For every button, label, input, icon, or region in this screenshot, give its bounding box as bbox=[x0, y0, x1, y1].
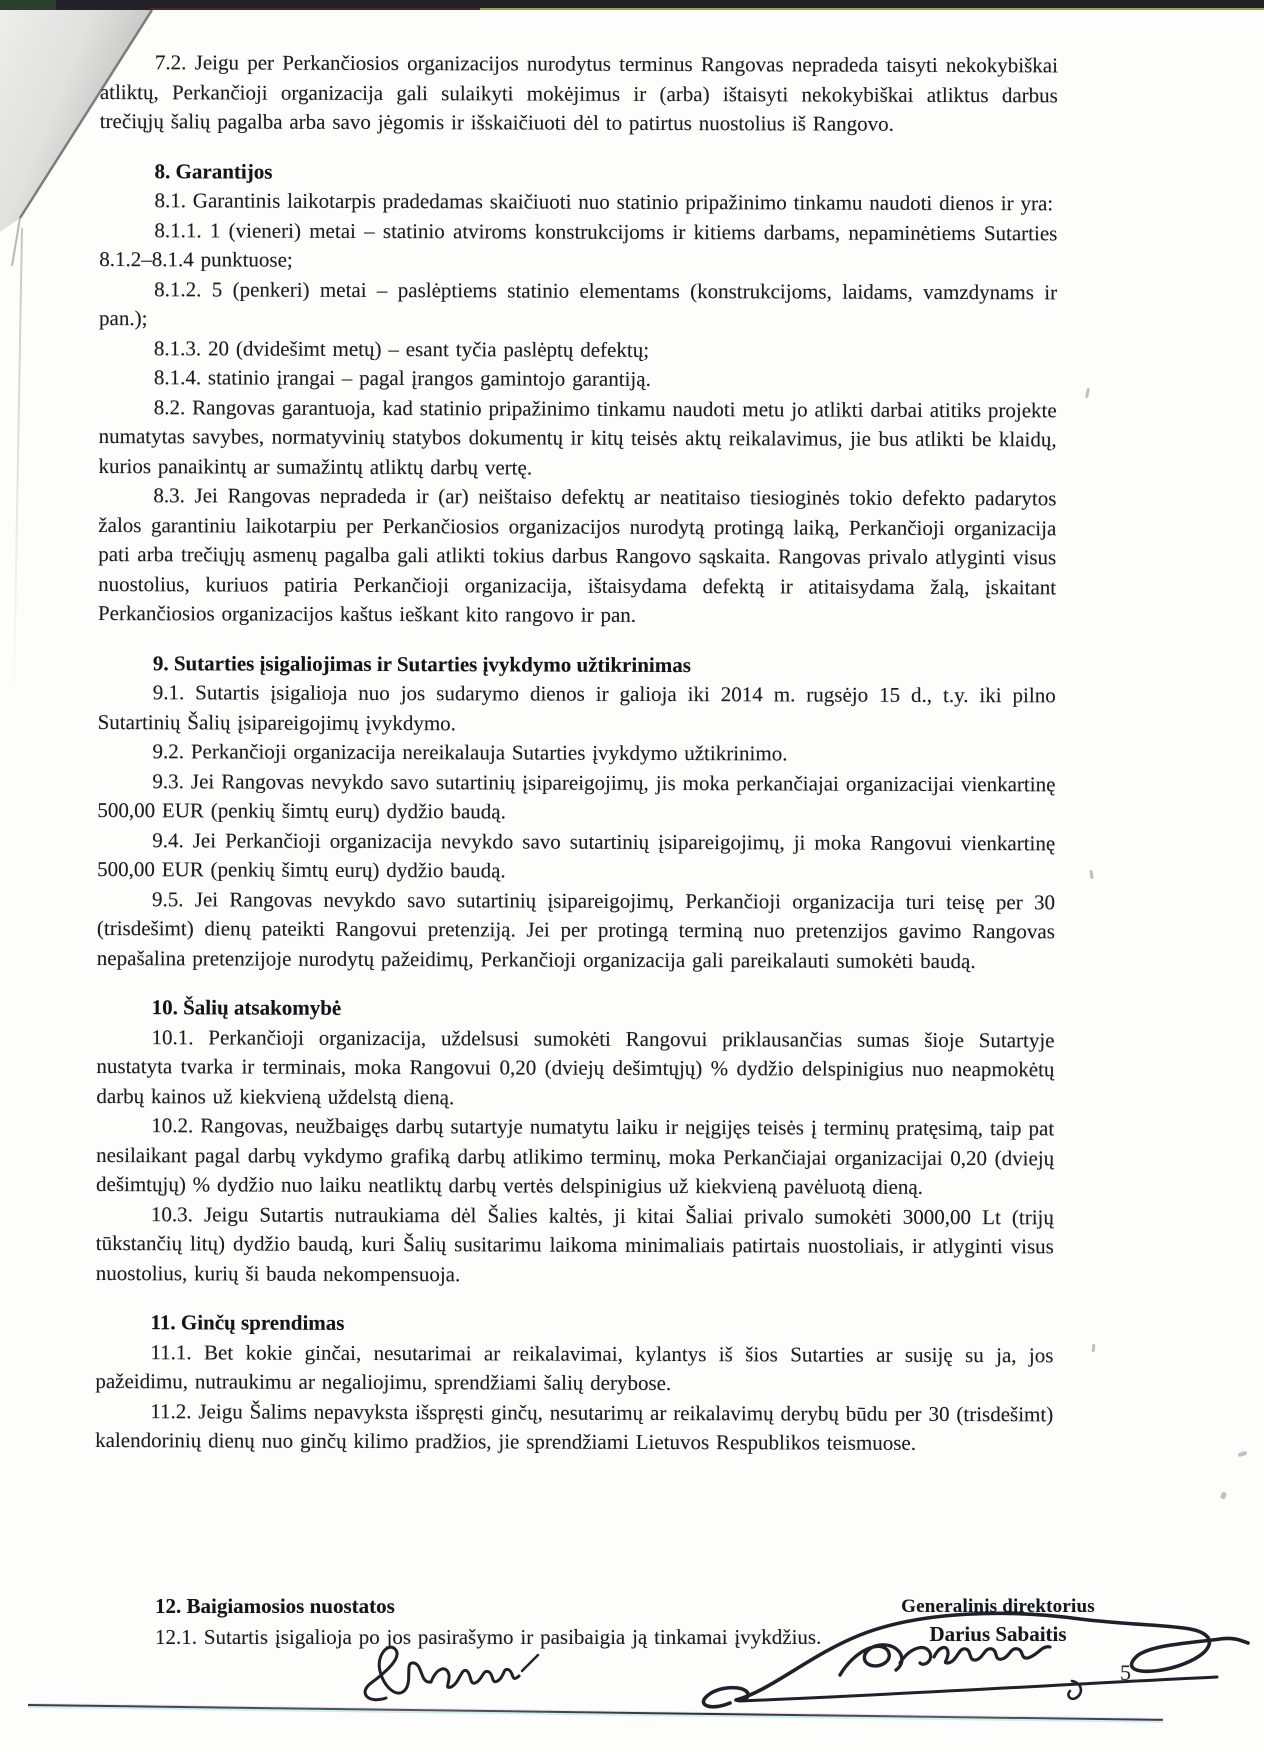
scan-speck bbox=[1238, 1451, 1248, 1458]
clause-8-1-1: 8.1.1. 1 (vieneri) metai – statinio atviroms konstrukcijoms ir kitiems darbams, nepaminėtiems Sutarties 8.1.2–8.1.4 punktuose; bbox=[99, 217, 1058, 272]
signatory-title: Generalinis direktorius bbox=[901, 1596, 1095, 1617]
scan-speck bbox=[1092, 1344, 1096, 1352]
clause-9-4: 9.4. Jei Perkančioji organizacija nevykdo savo sutartinių įsipareigojimų, ji moka Rangovui vienkartinę 500,00 EUR (penkių šimtų eurų) dydžio baudą. bbox=[97, 827, 1056, 883]
clause-9-1: 9.1. Sutartis įsigalioja nuo jos sudarymo dienos ir galioja iki 2014 m. rugsėjo 15 d., t.y. iki pilno Sutartinių Šalių įsipareigojimų įvykdymo. bbox=[97, 680, 1056, 735]
contract-body bbox=[95, 48, 1058, 1459]
page-crease bbox=[13, 228, 23, 698]
clause-12-1: 12.1. Sutartis įsigalioja po jos pasirašymo ir pasibaigia ją tinkamai įvykdžius. bbox=[155, 1624, 822, 1649]
clause-10-2: 10.2. Rangovas, neužbaigęs darbų sutartyje numatytu laiku ir neįgijęs teisės į terminų pratęsimą, taip pat nesilaikant pagal darbų vykdymo grafiką darbų atlikimo terminų, moka Perkančiajai organizacijai 0,20 (dviejų dešimtųjų) % dydžio nuo laiku neatliktų darbų vertės delspinigius už kiekvieną pavėluotą dieną. bbox=[95, 1113, 1055, 1199]
page-number: 5 bbox=[1120, 1660, 1131, 1685]
scan-artifact-green bbox=[0, 0, 56, 10]
scan-speck bbox=[1220, 1491, 1227, 1499]
clause-8-1-3: 8.1.3. 20 (dvidešimt metų) – esant tyčia paslėptų defektų; bbox=[153, 335, 650, 362]
director-signature bbox=[690, 1595, 1260, 1717]
section-11-heading: 11. Ginčų sprendimas bbox=[150, 1310, 345, 1335]
clause-8-1-4: 8.1.4. statinio įrangai – pagal įrangos gamintojo garantiją. bbox=[153, 365, 651, 391]
section-12-heading: 12. Baigiamosios nuostatos bbox=[155, 1594, 395, 1618]
clause-8-3: 8.3. Jei Rangovas nepradeda ir (ar) neištaiso defektų ar neatitaiso tiesioginės tokio defekto padarytos žalos garantiniu laikotarpiu per Perkančiosios organizacijos nurodytą protingą laiką, Perkančioji organizacija pati arba trečiųjų asmenų pagalba gali atlikti tokius darbus Rangovo sąskaita. Rangovas privalo atlyginti visus nuostolius, kuriuos patiria Perkančioji organizacija, ištaisydama defektą ir atitaisydama žalą, įskaitant Perkančiosios organizacijos kaštus ieškant kito rangovo ir pan. bbox=[97, 483, 1057, 627]
signatory-name: Darius Sabaitis bbox=[929, 1622, 1067, 1646]
clause-8-1-2: 8.1.2. 5 (penkeri) metai – paslėptiems statinio elementams (konstrukcijoms, laidams, vamzdynams ir pan.); bbox=[99, 276, 1058, 331]
clause-10-3: 10.3. Jeigu Sutartis nutraukiama dėl Šalies kaltės, ji kitai Šaliai privalo sumokėti 3000,00 Lt (trijų tūkstančių litų) dydžio baudą, kuri Šalių susitarimu laikoma minimaliais patirtais nuostoliais, ir atlyginti visus nuostolius, kurių ši bauda nekompensuoja. bbox=[95, 1201, 1054, 1286]
clause-11-1: 11.1. Bet kokie ginčai, nesutarimai ar reikalavimai, kylantys iš šios Sutarties ar susiję su ja, jos pažeidimu, nutraukimu ar negaliojimu, sprendžiami šalių derybose. bbox=[95, 1339, 1054, 1396]
contractor-signature bbox=[352, 1640, 567, 1710]
scan-artifact-yellow bbox=[480, 8, 1264, 10]
clause-10-1: 10.1. Perkančioji organizacija, uždelsusi sumokėti Rangovui priklausančias sumas šioje Sutartyje nustatyta tvarka ir terminais, moka Rangovui 0,20 (dviejų dešimtųjų) % dydžio delspinigius nuo neapmokėtų darbų kainos už kiekvieną uždelstą dieną. bbox=[96, 1024, 1055, 1109]
section-9-heading: 9. Sutarties įsigaliojimas ir Sutarties įvykdymo užtikrinimas bbox=[152, 650, 691, 677]
clause-8-2: 8.2. Rangovas garantuoja, kad statinio pripažinimo tinkamu naudoti metu jo atlikti darbai atitiks projekte numatytas savybes, normatyvinių statybos dokumentų ir kitų teisės aktų reikalavimus, jie bus atlikti be klaidų, kurios panaikintų ar sumažintų atliktų darbų vertę. bbox=[98, 394, 1057, 480]
clause-9-5: 9.5. Jei Rangovas nevykdo savo sutartinių įsipareigojimų, Perkančioji organizacija turi teisę per 30 (trisdešimt) dienų pateikti Rangovui pretenziją. Jei per protingą terminą nuo pretenzijos gavimo Rangovas nepašalina pretenzijoje nurodytų pažeidimų, Perkančioji organizacija gali pareikalauti sumokėti baudą. bbox=[96, 886, 1056, 973]
scan-speck bbox=[1085, 388, 1090, 398]
section-10-heading: 10. Šalių atsakomybė bbox=[151, 995, 342, 1020]
clause-9-2: 9.2. Perkančioji organizacija nereikalauja Sutarties įvykdymo užtikrinimo. bbox=[152, 739, 788, 766]
scan-edge-strip bbox=[0, 0, 1264, 10]
scan-speck bbox=[1089, 870, 1093, 879]
clause-11-2: 11.2. Jeigu Šalims nepavyksta išspręsti ginčų, nesutarimų ar reikalavimų derybų būdu per 30 (trisdešimt) kalendorinių dienų nuo ginčų kilimo pradžios, jie sprendžiami Lietuvos Respublikos teismuose. bbox=[95, 1398, 1054, 1455]
section-8-heading: 8. Garantijos bbox=[154, 158, 273, 184]
clause-8-1: 8.1. Garantinis laikotarpis pradedamas skaičiuoti nuo statinio pripažinimo tinkamu naudoti dienos ir yra: bbox=[154, 188, 1054, 216]
clause-7-2: 7.2. Jeigu per Perkančiosios organizacijos nurodytus terminus Rangovas nepradeda taisyti nekokybiškai atliktų, Perkančioji organizacija gali sulaikyti mokėjimus ir (arba) ištaisyti nekokybiškai atliktus darbus trečiųjų šalių pagalba arba savo jėgomis ir išskaičiuoti dėl to patirtus nuostolius iš Rangovo. bbox=[99, 50, 1058, 136]
clause-9-3: 9.3. Jei Rangovas nevykdo savo sutartinių įsipareigojimų, jis moka perkančiajai organizacijai vienkartinę 500,00 EUR (penkių šimtų eurų) dydžio baudą. bbox=[97, 768, 1056, 824]
